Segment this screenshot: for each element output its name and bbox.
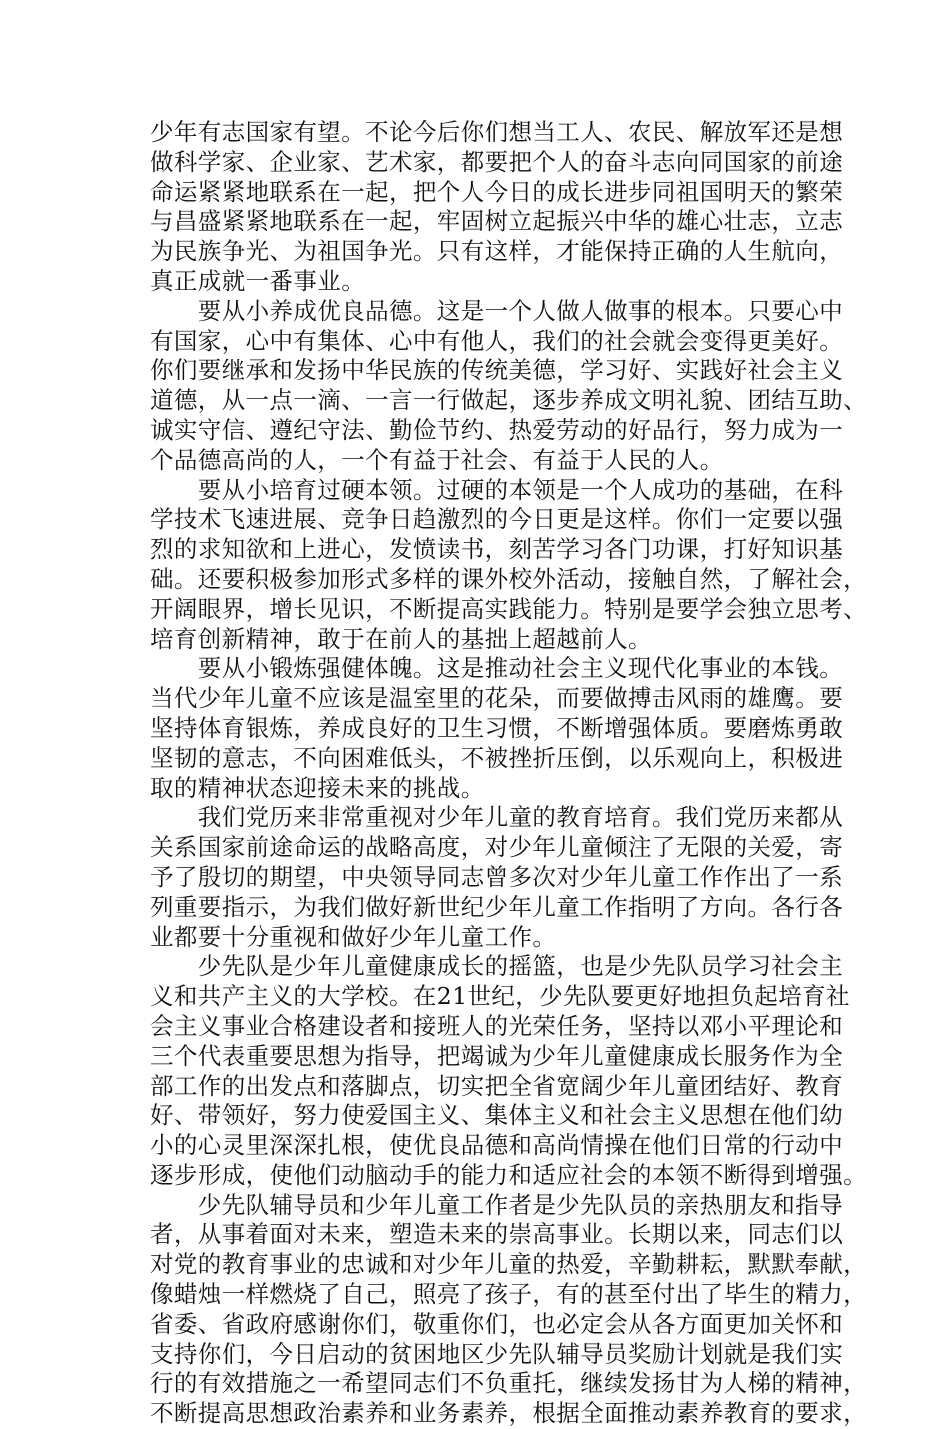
- text-line: 与昌盛紧紧地联系在一起，牢固树立起振兴中华的雄心壮志，立志: [150, 207, 844, 236]
- text-line: 我们党历来非常重视对少年儿童的教育培育。我们党历来都从: [150, 803, 844, 832]
- text-line: 坚韧的意志，不向困难低头，不被挫折压倒，以乐观向上，积极进: [150, 743, 844, 772]
- text-line: 个品德高尚的人，一个有益于社会、有益于人民的人。: [150, 445, 724, 474]
- text-line: 要从小养成优良品德。这是一个人做人做事的根本。只要心中: [150, 296, 844, 325]
- text-line: 做科学家、企业家、艺术家，都要把个人的奋斗志向同国家的前途: [150, 147, 844, 176]
- text-line: 少年有志国家有望。不论今后你们想当工人、农民、解放军还是想: [150, 118, 844, 146]
- text-line: 列重要指示，为我们做好新世纪少年儿童工作指明了方向。各行各: [150, 892, 844, 921]
- text-line: 逐步形成，使他们动脑动手的能力和适应社会的本领不断得到增强。: [150, 1160, 867, 1189]
- text-line: 对党的教育事业的忠诚和对少年儿童的热爱，辛勤耕耘，默默奉献，: [150, 1250, 867, 1279]
- text-line: 支持你们，今日启动的贫困地区少先队辅导员奖励计划就是我们实: [150, 1339, 844, 1368]
- text-line: 义和共产主义的大学校。在21世纪，少先队要更好地担负起培育社: [150, 982, 850, 1011]
- text-line: 道德，从一点一滴、一言一行做起，逐步养成文明礼貌、团结互助、: [150, 386, 867, 415]
- text-line: 关系国家前途命运的战略高度，对少年儿童倾注了无限的关爱，寄: [150, 833, 844, 862]
- text-line: 取的精神状态迎接未来的挑战。: [150, 773, 485, 802]
- text-line: 不断提高思想政治素养和业务素养，根据全面推动素养教育的要求，: [150, 1399, 867, 1428]
- text-line: 要从小锻炼强健体魄。这是推动社会主义现代化事业的本钱。: [150, 654, 844, 683]
- text-line: 诚实守信、遵纪守法、勤俭节约、热爱劳动的好品行，努力成为一: [150, 415, 844, 444]
- text-line: 三个代表重要思想为指导，把竭诚为少年儿童健康成长服务作为全: [150, 1041, 844, 1070]
- text-line: 础。还要积极参加形式多样的课外校外活动，接触自然，了解社会，: [150, 564, 867, 593]
- text-line: 像蜡烛一样燃烧了自己，照亮了孩子，有的甚至付出了毕生的精力，: [150, 1280, 867, 1309]
- text-line: 会主义事业合格建设者和接班人的光荣任务，坚持以邓小平理论和: [150, 1011, 844, 1040]
- text-line: 开阔眼界，增长见识，不断提高实践能力。特别是要学会独立思考、: [150, 594, 867, 623]
- document-body: [150, 118, 867, 1429]
- text-line: 为民族争光、为祖国争光。只有这样，才能保持正确的人生航向，: [150, 237, 844, 266]
- text-line: 你们要继承和发扬中华民族的传统美德，学习好、实践好社会主义: [150, 356, 844, 385]
- text-line: 学技术飞速进展、竞争日趋激烈的今日更是这样。你们一定要以强: [150, 505, 844, 534]
- text-line: 好、带领好，努力使爱国主义、集体主义和社会主义思想在他们幼: [150, 1101, 844, 1130]
- text-line: 培育创新精神，敢于在前人的基拙上超越前人。: [150, 624, 652, 653]
- text-line: 坚持体育银炼，养成良好的卫生习惯，不断增强体质。要磨炼勇敢: [150, 713, 844, 742]
- text-line: 烈的求知欲和上进心，发愤读书，刻苦学习各门功课，打好知识基: [150, 535, 844, 564]
- text-line: 省委、省政府感谢你们，敬重你们，也必定会从各方面更加关怀和: [150, 1309, 844, 1338]
- text-line: 者，从事着面对未来，塑造未来的崇高事业。长期以来，同志们以: [150, 1220, 844, 1249]
- text-line: 予了殷切的期望，中央领导同志曾多次对少年儿童工作作出了一系: [150, 862, 844, 891]
- text-line: 小的心灵里深深扎根，使优良品德和高尚情操在他们日常的行动中: [150, 1131, 844, 1160]
- text-line: 真正成就一番事业。: [150, 266, 366, 295]
- text-line: 命运紧紧地联系在一起，把个人今日的成长进步同祖国明天的繁荣: [150, 177, 844, 206]
- text-line: 少先队是少年儿童健康成长的摇篮，也是少先队员学习社会主: [150, 952, 844, 981]
- text-line: 少先队辅导员和少年儿童工作者是少先队员的亲热朋友和指导: [150, 1190, 844, 1219]
- text-line: 行的有效措施之一希望同志们不负重托，继续发扬甘为人梯的精神，: [150, 1369, 867, 1398]
- text-line: 有国家，心中有集体、心中有他人，我们的社会就会变得更美好。: [150, 326, 844, 355]
- text-line: 当代少年儿童不应该是温室里的花朵，而要做搏击风雨的雄鹰。要: [150, 684, 844, 713]
- text-line: 要从小培育过硬本领。过硬的本领是一个人成功的基础，在科: [150, 475, 844, 504]
- text-line: 部工作的出发点和落脚点，切实把全省宽阔少年儿童团结好、教育: [150, 1071, 844, 1100]
- text-line: 业都要十分重视和做好少年儿童工作。: [150, 922, 557, 951]
